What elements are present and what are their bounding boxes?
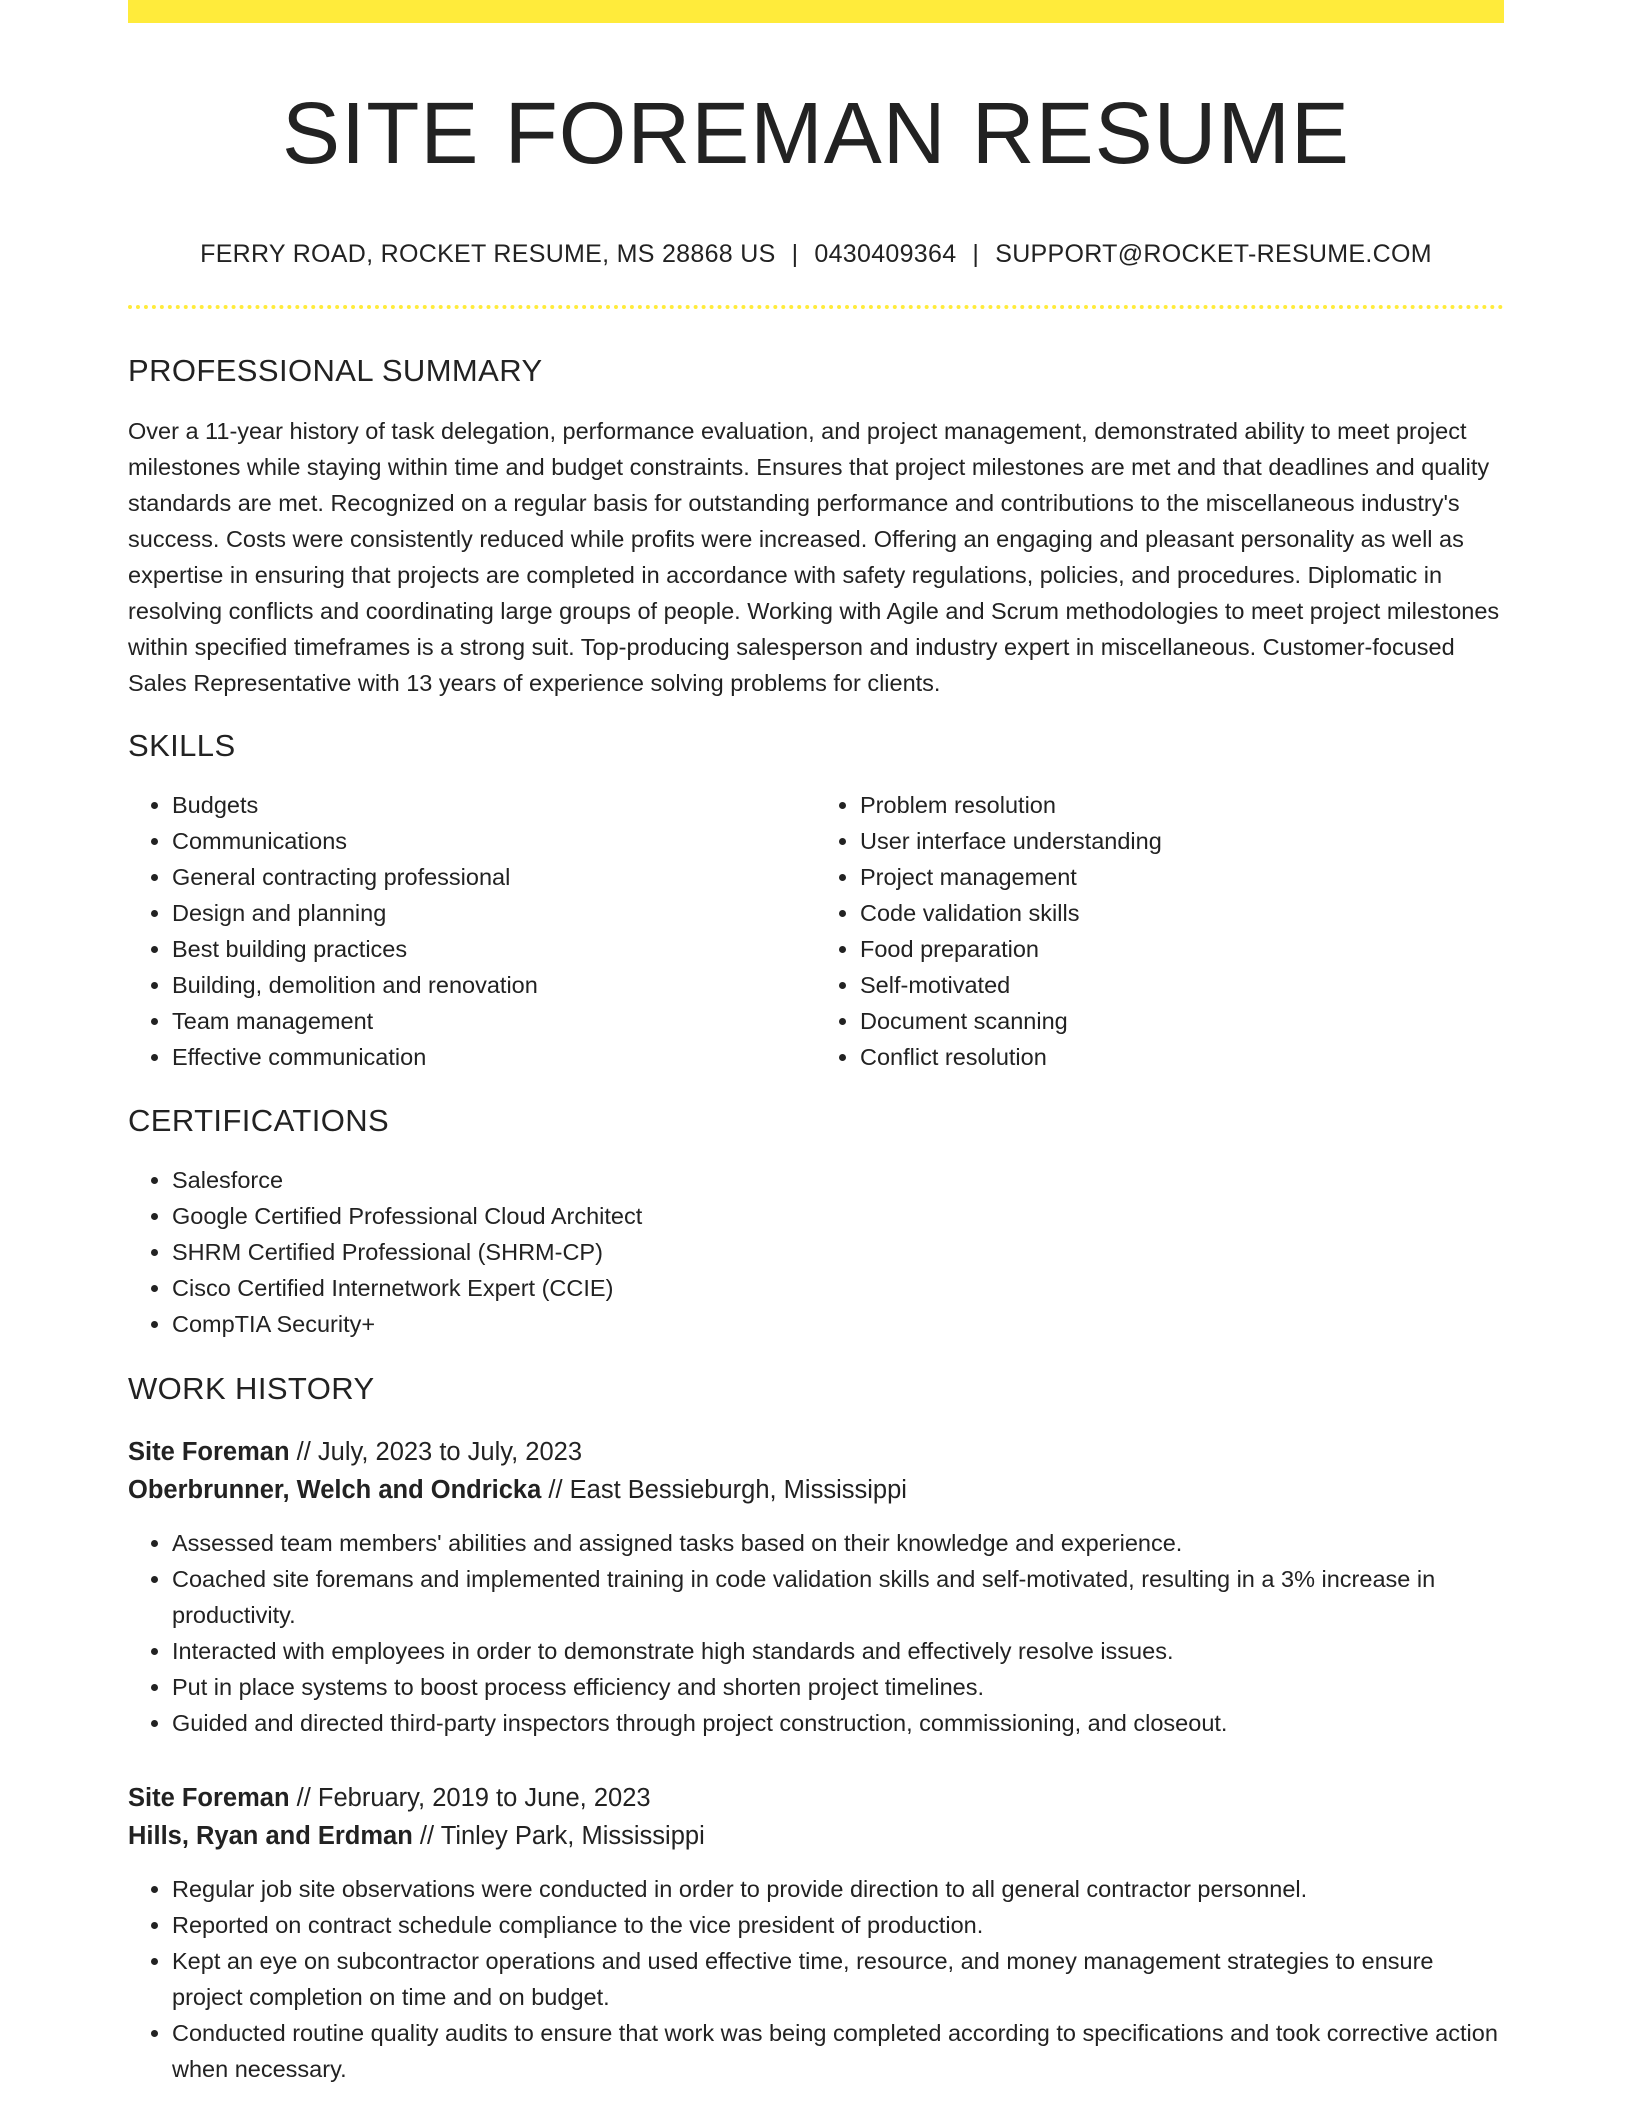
skill-item: • Problem resolution [860, 787, 1504, 823]
job-bullet: • Put in place systems to boost process efficiency and shorten project timelines. [172, 1669, 1504, 1705]
job-bullet: • Regular job site observations were conducted in order to provide direction to all general contractor personnel. [172, 1871, 1504, 1907]
email: SUPPORT@ROCKET-RESUME.COM [995, 239, 1432, 268]
skill-item: • Budgets [172, 787, 816, 823]
job-entry [128, 1433, 1504, 1741]
job-bullets [128, 1525, 1504, 1741]
skill-item: • Design and planning [172, 895, 816, 931]
resume-title: SITE FOREMAN RESUME [282, 85, 1350, 182]
work-history-heading: WORK HISTORY [128, 1370, 375, 1406]
skill-item: • Team management [172, 1003, 816, 1039]
certification-item: • Cisco Certified Internetwork Expert (CCIE) [172, 1270, 1504, 1306]
job-company: Hills, Ryan and Erdman [128, 1821, 413, 1850]
phone: 0430409364 [814, 239, 957, 268]
job-bullet: • Guided and directed third-party inspectors through project construction, commissioning, and closeout. [172, 1705, 1504, 1741]
skill-item: • Project management [860, 859, 1504, 895]
job-title-line [128, 1433, 1504, 1471]
summary-heading: PROFESSIONAL SUMMARY [128, 352, 543, 388]
job-bullet: • Coached site foremans and implemented training in code validation skills and self-motivated, resulting in a 3% increase in productivity. [172, 1561, 1504, 1633]
summary-text: Over a 11-year history of task delegation, performance evaluation, and project management, demonstrated ability to meet project milestones while staying within time and budget constraints. Ensures that project milestones are met and that deadlines and quality standards are met. Recognized on a regular basis for outstanding performance and contributions to the miscellaneous industry's success. Costs were consistently reduced while profits were increased. Offering an engaging and pleasant personality as well as expertise in ensuring that projects are completed in accordance with safety regulations, policies, and procedures. Diplomatic in resolving conflicts and coordinating large groups of people. Working with Agile and Scrum methodologies to meet project milestones within specified timeframes is a strong suit. Top-producing salesperson and industry expert in miscellaneous. Customer-focused Sales Representative with 13 years of experience solving problems for clients. [128, 417, 1500, 696]
job-location: // Tinley Park, Mississippi [412, 1821, 705, 1850]
certifications-heading: CERTIFICATIONS [128, 1102, 390, 1138]
skill-item: • General contracting professional [172, 859, 816, 895]
job-bullets [128, 1871, 1504, 2087]
skill-item: • Best building practices [172, 931, 816, 967]
skill-item: • Self-motivated [860, 967, 1504, 1003]
skill-item: • Building, demolition and renovation [172, 967, 816, 1003]
certification-item: • Google Certified Professional Cloud Architect [172, 1198, 1504, 1234]
separator: | [791, 239, 799, 268]
skills-left-list [128, 787, 816, 1075]
job-dates: // July, 2023 to July, 2023 [289, 1437, 583, 1466]
skills-columns [128, 787, 1504, 1075]
skills-heading: SKILLS [128, 727, 236, 763]
skill-item: • Code validation skills [860, 895, 1504, 931]
skill-item: • Effective communication [172, 1039, 816, 1075]
certification-item: • Salesforce [172, 1162, 1504, 1198]
skill-item: • Conflict resolution [860, 1039, 1504, 1075]
job-company-line [128, 1817, 1504, 1855]
job-title: Site Foreman [128, 1783, 290, 1812]
skill-item: • Communications [172, 823, 816, 859]
job-entry [128, 1779, 1504, 2087]
address: FERRY ROAD, ROCKET RESUME, MS 28868 US [200, 239, 776, 268]
certification-item: • SHRM Certified Professional (SHRM-CP) [172, 1234, 1504, 1270]
job-bullet: • Assessed team members' abilities and assigned tasks based on their knowledge and experience. [172, 1525, 1504, 1561]
certification-item: • CompTIA Security+ [172, 1306, 1504, 1342]
certifications-list [128, 1162, 1504, 1342]
skill-item: • Document scanning [860, 1003, 1504, 1039]
job-title: Site Foreman [128, 1437, 290, 1466]
job-bullet: • Kept an eye on subcontractor operations and used effective time, resource, and money management strategies to ensure project completion on time and on budget. [172, 1943, 1504, 2015]
job-title-line [128, 1779, 1504, 1817]
resume-page [128, 0, 1504, 2087]
separator: | [972, 239, 980, 268]
job-bullet: • Conducted routine quality audits to ensure that work was being completed according to specifications and took corrective action when necessary. [172, 2015, 1504, 2087]
job-company-line [128, 1471, 1504, 1509]
job-company: Oberbrunner, Welch and Ondricka [128, 1475, 542, 1504]
skill-item: • Food preparation [860, 931, 1504, 967]
accent-top-bar [128, 0, 1504, 23]
contact-line [128, 240, 1504, 269]
skills-right-list [816, 787, 1504, 1075]
job-bullet: • Reported on contract schedule compliance to the vice president of production. [172, 1907, 1504, 1943]
job-bullet: • Interacted with employees in order to demonstrate high standards and effectively resolve issues. [172, 1633, 1504, 1669]
job-dates: // February, 2019 to June, 2023 [289, 1783, 651, 1812]
job-location: // East Bessieburgh, Mississippi [541, 1475, 907, 1504]
skill-item: • User interface understanding [860, 823, 1504, 859]
dotted-divider [128, 305, 1504, 309]
